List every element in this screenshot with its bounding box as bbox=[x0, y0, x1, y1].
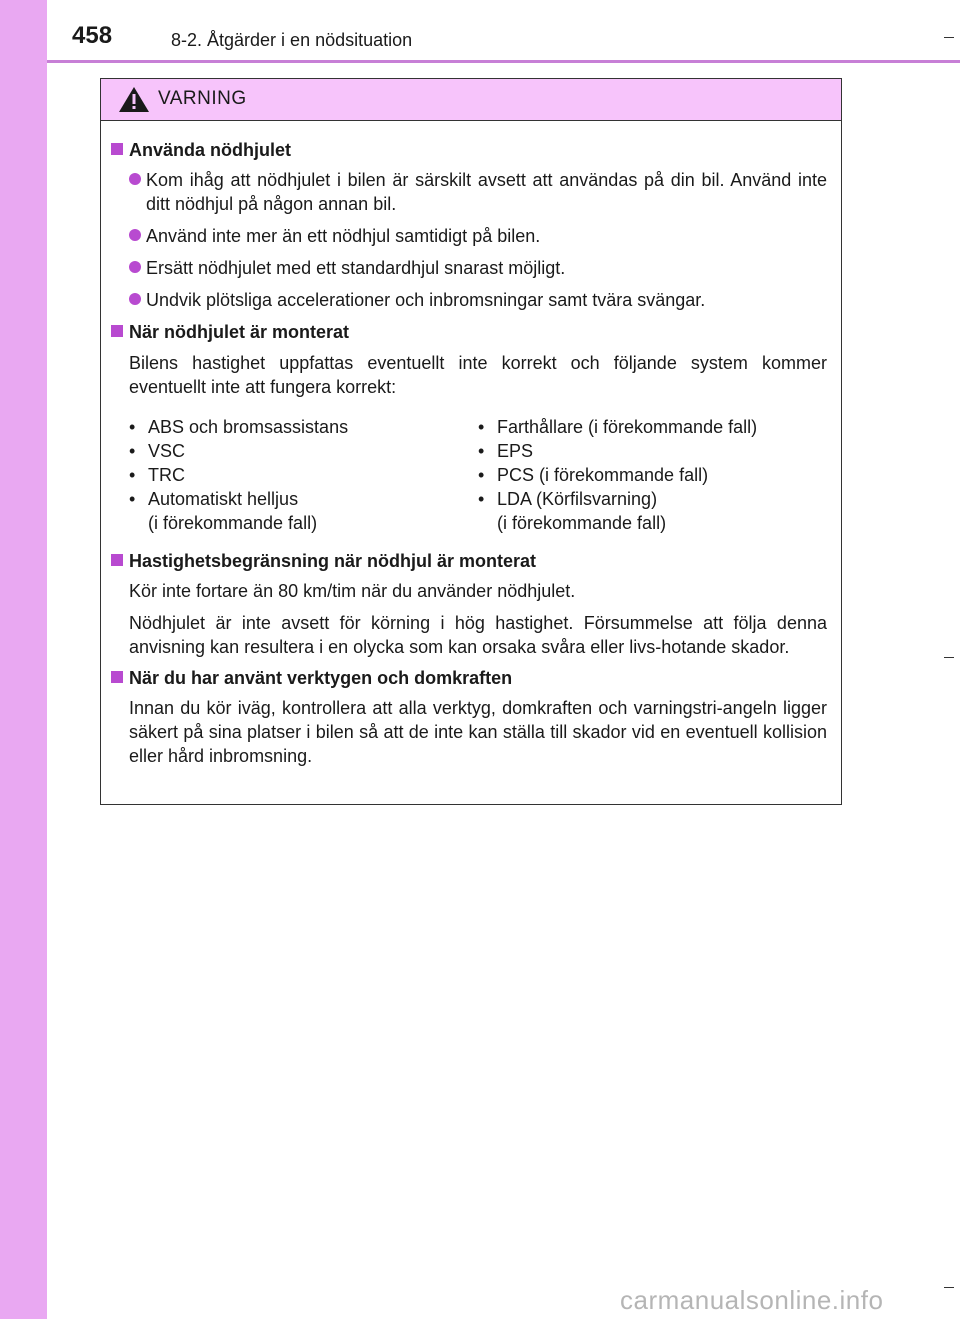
warning-body bbox=[101, 138, 841, 768]
warning-header bbox=[101, 79, 841, 121]
square-bullet-icon bbox=[111, 143, 123, 155]
warning-triangle-icon bbox=[118, 85, 150, 113]
page-number: 458 bbox=[72, 22, 113, 49]
circle-bullet-icon bbox=[129, 261, 141, 273]
circle-bullet-icon bbox=[129, 229, 141, 241]
list-item: • PCS (i förekommande fall) bbox=[478, 465, 709, 485]
header-rule bbox=[47, 60, 960, 63]
list-item-continuation: (i förekommande fall) bbox=[148, 513, 318, 533]
topic-heading: När nödhjulet är monterat bbox=[111, 320, 827, 344]
crop-mark bbox=[944, 657, 954, 658]
side-tab-band bbox=[0, 0, 47, 1319]
circle-bullet-icon bbox=[129, 173, 141, 185]
topic-heading: När du har använt verktygen och domkraften bbox=[111, 666, 827, 690]
watermark: carmanualsonline.info bbox=[620, 1285, 884, 1315]
paragraph: Bilens hastighet uppfattas eventuellt inte korrekt och följande system kommer eventuellt inte att fungera korrekt: bbox=[129, 353, 827, 397]
topic-heading: Hastighetsbegränsning när nödhjul är monterat bbox=[111, 549, 827, 573]
crop-mark bbox=[944, 37, 954, 38]
list-item: Kom ihåg att nödhjulet i bilen är särskilt avsett att användas på din bil. Använd inte ditt nödhjul på någon annan bil. bbox=[111, 168, 827, 216]
list-item: Använd inte mer än ett nödhjul samtidigt på bilen. bbox=[111, 224, 827, 248]
system-list-right bbox=[478, 415, 827, 535]
topic-heading: Använda nödhjulet bbox=[111, 138, 827, 162]
list-item: • ABS och bromsassistans bbox=[129, 417, 349, 437]
list-item: Ersätt nödhjulet med ett standardhjul snarast möjligt. bbox=[111, 256, 827, 280]
paragraph: Nödhjulet är inte avsett för körning i hög hastighet. Försummelse att följa denna anvisning kan resultera i en olycka som kan orsaka svåra eller livs-hotande skador. bbox=[129, 613, 827, 657]
system-list bbox=[111, 415, 827, 535]
list-item-continuation: (i förekommande fall) bbox=[497, 513, 667, 533]
paragraph: Innan du kör iväg, kontrollera att alla verktyg, domkraften och varningstri-angeln ligger säkert på sina platser i bilen så att de inte kan ställa till skador vid en eventuell kollision eller hård inbromsning. bbox=[129, 698, 827, 766]
paragraph: Kör inte fortare än 80 km/tim när du använder nödhjulet. bbox=[129, 581, 576, 601]
square-bullet-icon bbox=[111, 671, 123, 683]
crop-mark bbox=[944, 1287, 954, 1288]
list-item: • TRC bbox=[129, 465, 185, 485]
system-list-left bbox=[129, 415, 478, 535]
list-item: • LDA (Körfilsvarning) bbox=[478, 489, 658, 509]
warning-box bbox=[100, 78, 842, 805]
list-item: Undvik plötsliga accelerationer och inbromsningar samt tvära svängar. bbox=[111, 288, 827, 312]
warning-title: VARNING bbox=[158, 88, 247, 109]
list-item: • Farthållare (i förekommande fall) bbox=[478, 417, 758, 437]
list-item: • Automatiskt helljus bbox=[129, 489, 299, 509]
list-item: • EPS bbox=[478, 441, 534, 461]
circle-bullet-icon bbox=[129, 293, 141, 305]
list-item: • VSC bbox=[129, 441, 186, 461]
section-title: 8-2. Åtgärder i en nödsituation bbox=[171, 30, 413, 50]
square-bullet-icon bbox=[111, 554, 123, 566]
square-bullet-icon bbox=[111, 325, 123, 337]
